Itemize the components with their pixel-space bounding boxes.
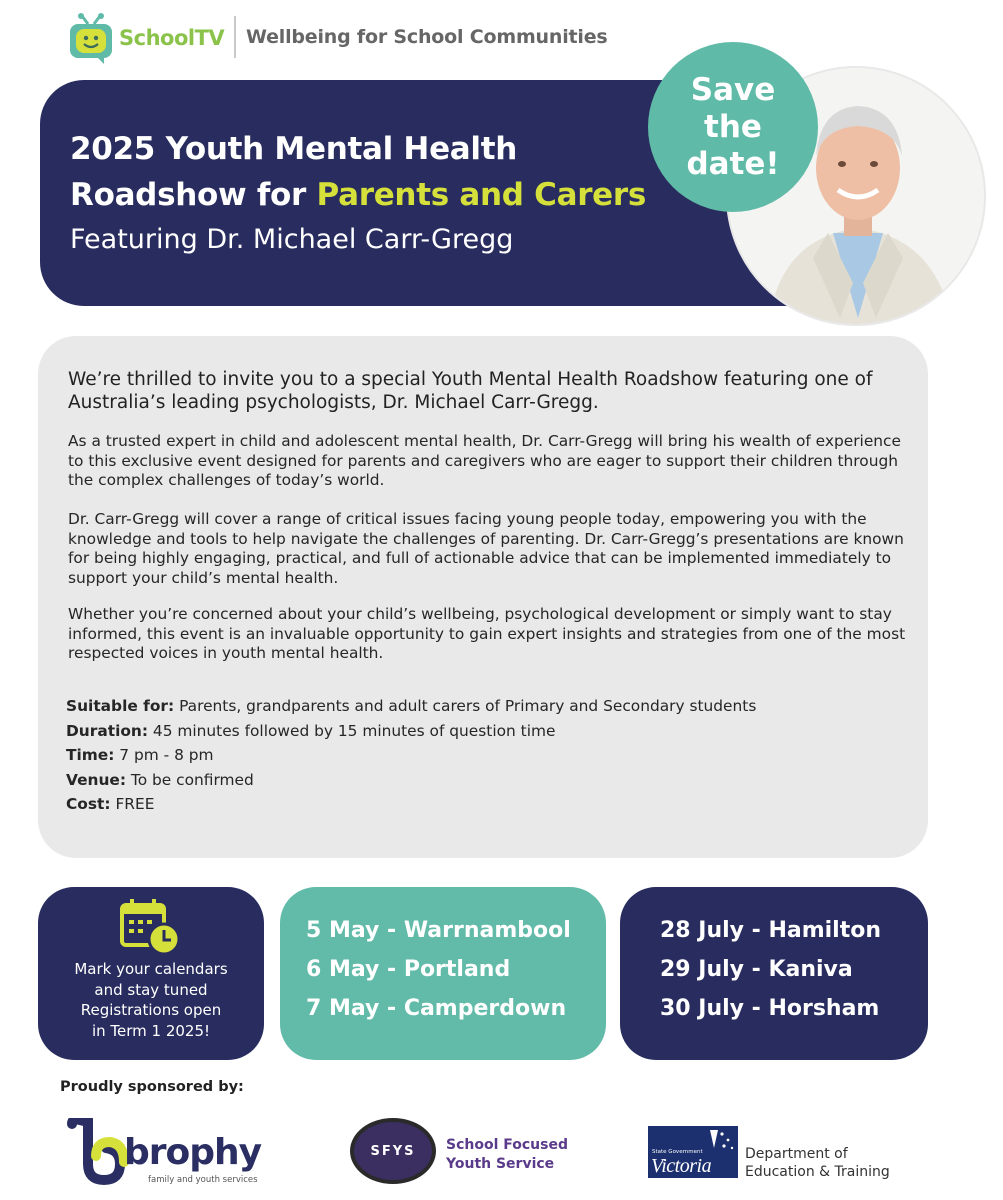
- calendar-clock-icon: [118, 897, 184, 957]
- date-item: 30 July - Horsham: [660, 996, 880, 1021]
- detail-label: Cost:: [66, 795, 111, 814]
- schooltv-logo[interactable]: [68, 8, 224, 68]
- badge-line3: date!: [686, 145, 780, 182]
- hero-title-prefix: Roadshow for: [70, 177, 317, 213]
- detail-label: Venue:: [66, 770, 127, 789]
- dept-line2: Education & Training: [745, 1163, 890, 1180]
- detail-value: 45 minutes followed by 15 minutes of question time: [148, 721, 556, 740]
- paragraph-topics: Dr. Carr-Gregg will cover a range of critical issues facing young people today, empowering you with the knowledge and tools to help navigate the challenges of parenting. Dr. Carr-Gregg’s presentations are known for being highly engaging, practical, and full of actionable advice that can be implemented immediately to support your child’s mental health.: [68, 510, 904, 587]
- badge-line2: the: [704, 108, 762, 145]
- sfys-line1: School Focused: [446, 1137, 568, 1153]
- dept-line1: Department of: [745, 1146, 848, 1162]
- event-details: [66, 694, 756, 817]
- hero-title: [70, 126, 690, 218]
- detail-value: 7 pm - 8 pm: [114, 746, 214, 765]
- detail-suitable-for: [66, 694, 756, 719]
- paragraph-expert: As a trusted expert in child and adolescent mental health, Dr. Carr-Gregg will bring his wealth of experience to this exclusive event designed for parents and caregivers who are eager to support their children through the complex challenges of today’s world.: [68, 432, 901, 489]
- detail-venue: [66, 768, 756, 793]
- date-item: 28 July - Hamilton: [660, 918, 882, 943]
- detail-value: FREE: [110, 795, 155, 814]
- detail-label: Time:: [66, 746, 115, 765]
- hero-title-line2: [70, 172, 690, 218]
- brand-part-school: School: [119, 26, 195, 50]
- intro-text: We’re thrilled to invite you to a special Youth Mental Health Roadshow featuring one of Australia’s leading psychologists, Dr. Michael Carr-Gregg.: [68, 369, 873, 413]
- july-dates-list: [660, 911, 881, 1028]
- hero-title-accent: Parents and Carers: [316, 177, 647, 213]
- paragraph-opportunity: Whether you’re concerned about your child’s wellbeing, psychological development or simply want to stay informed, this event is an invaluable opportunity to gain expert insights and strategies from one of the most respected voices in youth mental health.: [68, 605, 906, 662]
- calendar-line1: Mark your calendars: [74, 960, 228, 978]
- detail-time: [66, 743, 756, 768]
- detail-label: Suitable for:: [66, 697, 175, 715]
- detail-value: To be confirmed: [126, 770, 254, 789]
- sfys-name: [446, 1136, 576, 1173]
- brophy-wordmark: brophy: [124, 1132, 262, 1173]
- detail-cost: [66, 792, 756, 817]
- victoria-state-government-label: State Government: [652, 1149, 703, 1155]
- brophy-subtitle: family and youth services: [148, 1175, 258, 1185]
- tagline: Wellbeing for School Communities: [246, 26, 608, 48]
- hero-title-line1: 2025 Youth Mental Health: [70, 131, 518, 167]
- date-item: 5 May - Warrnambool: [306, 918, 571, 943]
- date-item: 6 May - Portland: [306, 957, 511, 982]
- may-dates-list: [306, 911, 571, 1028]
- header-divider: [234, 16, 236, 58]
- sponsors-label: Proudly sponsored by:: [60, 1079, 244, 1095]
- hero-subtitle: Featuring Dr. Michael Carr-Gregg: [70, 224, 514, 255]
- tv-mascot-icon: [68, 12, 114, 64]
- calendar-message: [38, 959, 264, 1041]
- calendar-line3: Registrations open: [80, 1001, 222, 1019]
- detail-label: Duration:: [66, 721, 149, 740]
- brand-name: [119, 26, 224, 50]
- save-the-date-badge: [648, 42, 818, 212]
- detail-duration: [66, 719, 756, 744]
- department-name: [745, 1146, 890, 1181]
- date-item: 29 July - Kaniva: [660, 957, 853, 982]
- sfys-abbreviation: SFYS: [370, 1143, 416, 1159]
- calendar-line4: in Term 1 2025!: [91, 1021, 211, 1040]
- calendar-line2: and stay tuned: [94, 980, 208, 999]
- sfys-logo[interactable]: [350, 1118, 436, 1184]
- badge-line1: Save: [690, 71, 776, 108]
- save-the-date-text: [668, 72, 798, 183]
- detail-value: Parents, grandparents and adult carers of Primary and Secondary students: [174, 697, 757, 715]
- victoria-wordmark: Victoria: [651, 1155, 712, 1177]
- sfys-line2: Youth Service: [446, 1155, 555, 1172]
- date-item: 7 May - Camperdown: [306, 996, 567, 1021]
- brand-part-tv: TV: [194, 26, 225, 50]
